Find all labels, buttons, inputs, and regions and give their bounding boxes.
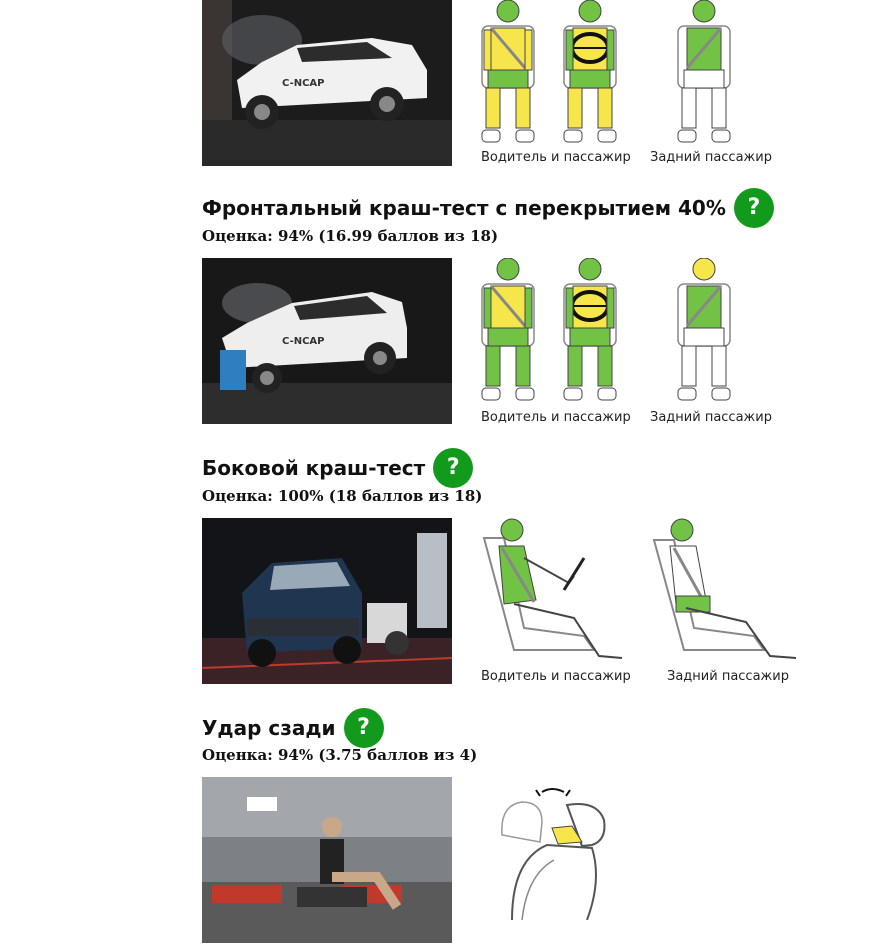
help-button[interactable]: ? [734, 188, 774, 228]
section-title-side-impact: Боковой краш-тест ? [202, 448, 473, 488]
crash-photo-full-frontal [202, 0, 452, 166]
cncap-label: C-NCAP [282, 78, 325, 89]
dummy-passenger [560, 258, 620, 404]
score-rear-impact: Оценка: 94% (3.75 баллов из 4) [202, 746, 478, 764]
caption-driver-passenger: Водитель и пассажир [481, 150, 631, 165]
dummy-whiplash [492, 780, 620, 920]
score-offset-frontal: Оценка: 94% (16.99 баллов из 18) [202, 227, 499, 245]
caption-rear-passenger: Задний пассажир [667, 669, 789, 684]
dummy-rear [674, 0, 734, 146]
score-side-impact: Оценка: 100% (18 баллов из 18) [202, 487, 483, 505]
dummy-side-driver [474, 518, 626, 668]
dummy-driver [478, 0, 538, 146]
dummy-driver [478, 258, 538, 404]
caption-driver-passenger: Водитель и пассажир [481, 669, 631, 684]
crash-photo-offset-frontal [202, 258, 452, 424]
help-button[interactable]: ? [344, 708, 384, 748]
dummy-rear [674, 258, 734, 404]
dummy-side-rear [648, 518, 800, 668]
dummy-passenger [560, 0, 620, 146]
caption-rear-passenger: Задний пассажир [650, 150, 772, 165]
caption-rear-passenger: Задний пассажир [650, 410, 772, 425]
help-button[interactable]: ? [433, 448, 473, 488]
crash-photo-rear-impact [202, 777, 452, 943]
caption-driver-passenger: Водитель и пассажир [481, 410, 631, 425]
cncap-label: C-NCAP [282, 336, 325, 347]
section-title-rear-impact: Удар сзади ? [202, 708, 384, 748]
crash-photo-side-impact [202, 518, 452, 684]
section-title-offset-frontal: Фронтальный краш-тест с перекрытием 40% ? [202, 188, 774, 228]
